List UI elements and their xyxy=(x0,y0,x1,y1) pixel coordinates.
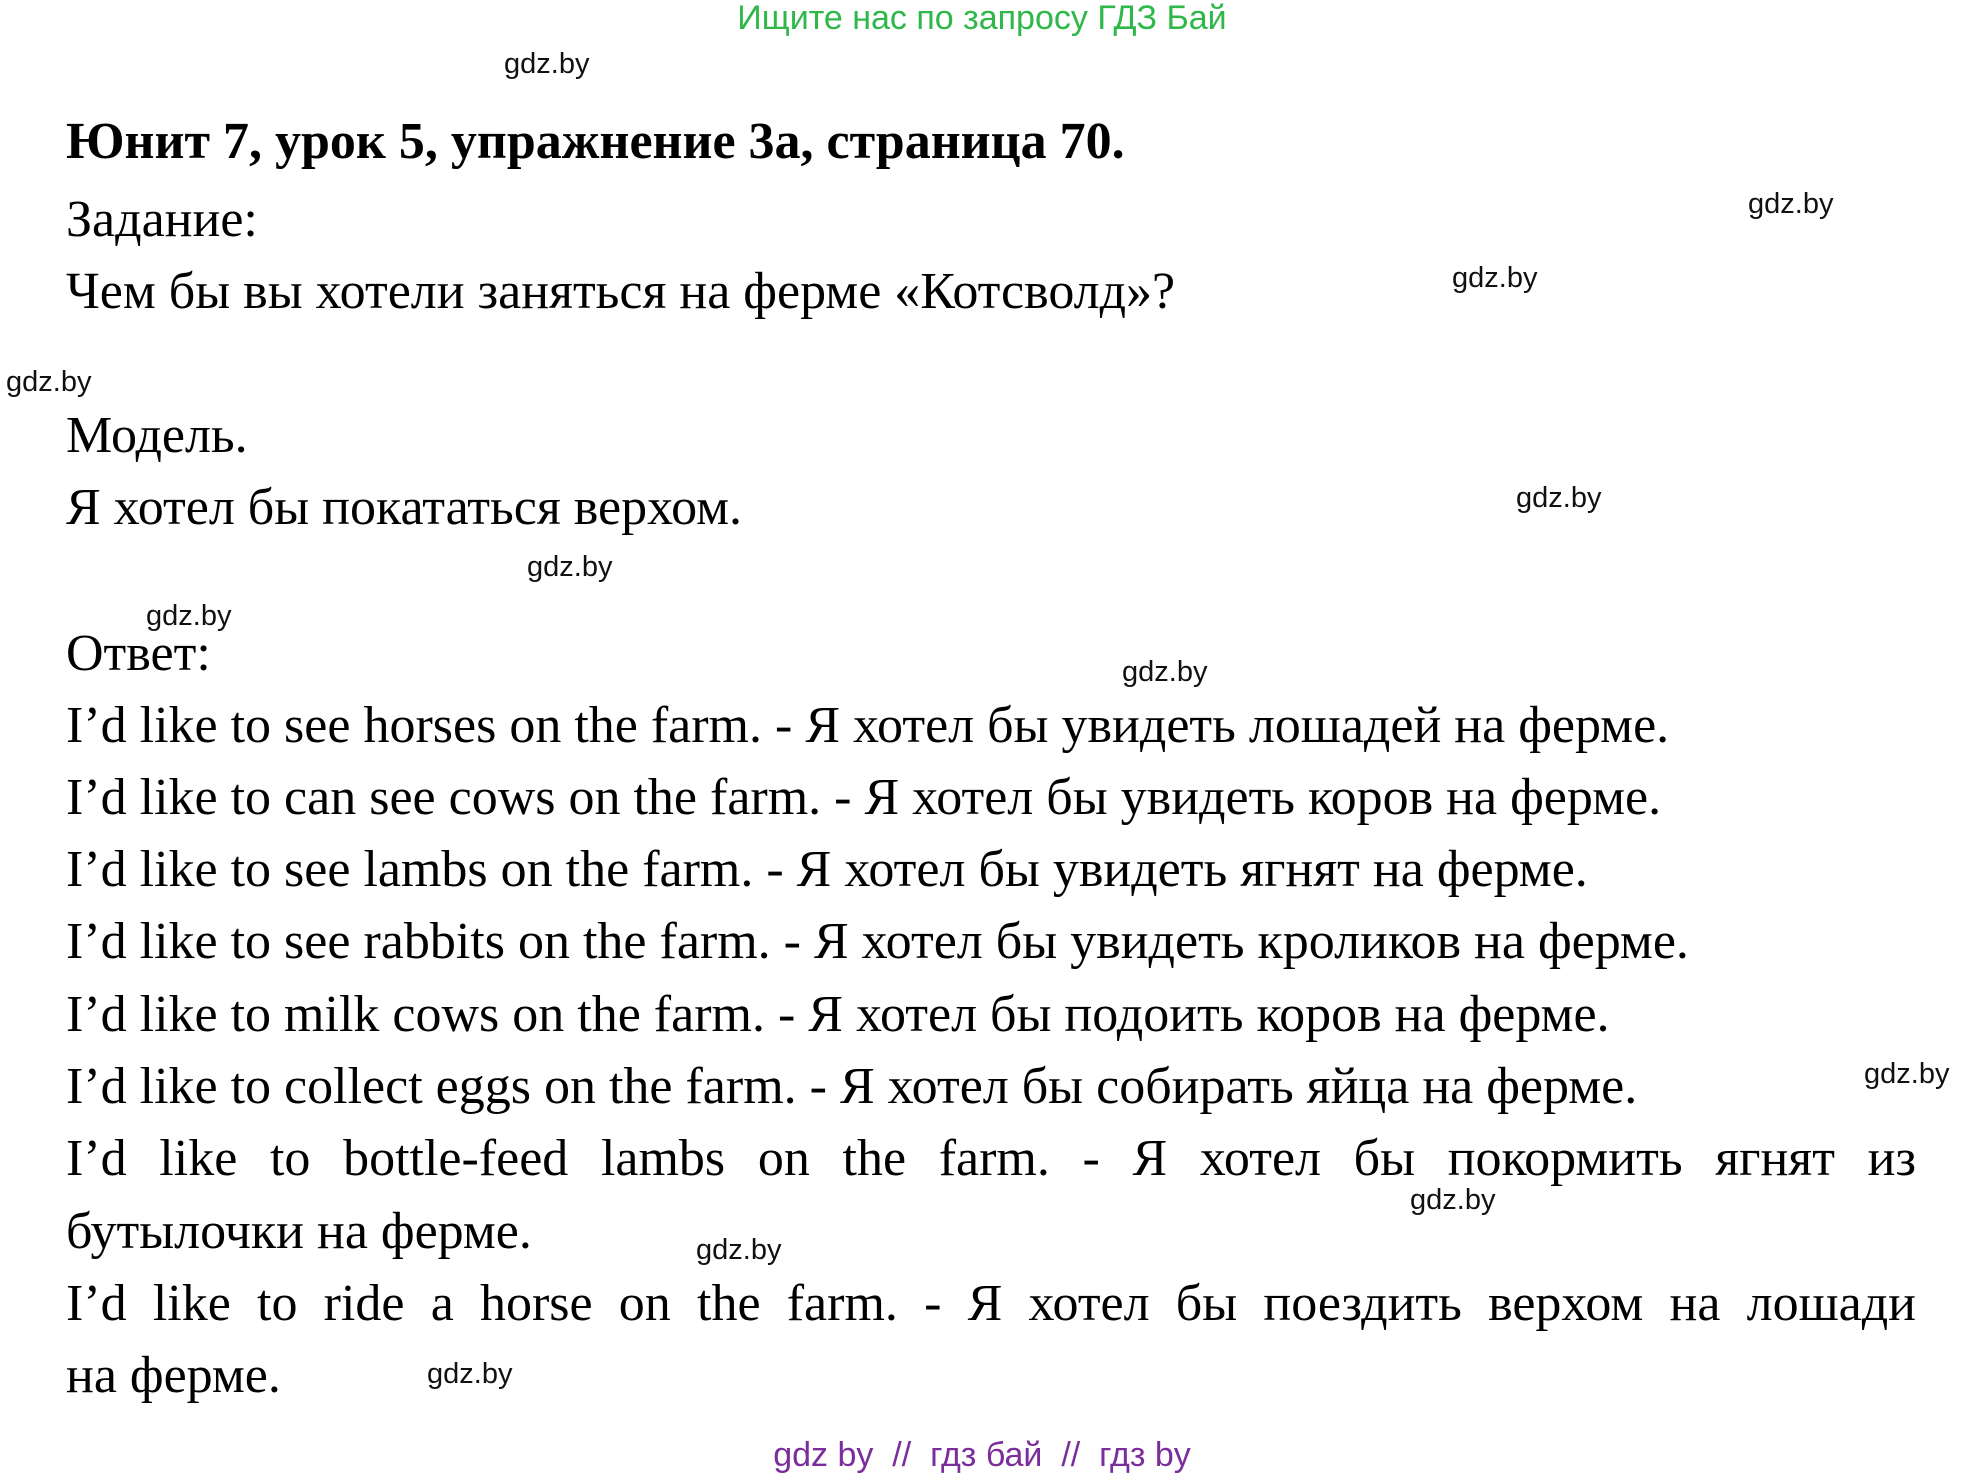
model-text: Я хотел бы покататься верхом. xyxy=(66,479,742,536)
watermark: gdz.by xyxy=(1864,1058,1950,1090)
answer-line: I’d like to milk cows on the farm. - Я хотел бы подоить коров на ферме. xyxy=(66,986,1610,1043)
watermark: gdz.by xyxy=(1122,656,1208,688)
watermark: gdz.by xyxy=(696,1234,782,1266)
answer-line: I’d like to see rabbits on the farm. - Я хотел бы увидеть кроликов на ферме. xyxy=(66,913,1689,970)
exercise-title: Юнит 7, урок 5, упражнение 3a, страница 70. xyxy=(66,113,1125,170)
watermark: gdz.by xyxy=(146,600,232,632)
answer-line: на ферме. xyxy=(66,1347,281,1404)
model-label: Модель. xyxy=(66,407,248,464)
watermark: gdz.by xyxy=(1452,262,1538,294)
answer-line: I’d like to bottle-feed lambs on the farm. - Я хотел бы покормить ягнят из xyxy=(66,1130,1916,1187)
answer-line: бутылочки на ферме. xyxy=(66,1203,532,1260)
answer-line: I’d like to see lambs on the farm. - Я хотел бы увидеть ягнят на ферме. xyxy=(66,841,1588,898)
watermark: gdz.by xyxy=(1410,1184,1496,1216)
watermark: gdz.by xyxy=(1748,188,1834,220)
watermark: gdz.by xyxy=(1516,482,1602,514)
answer-line: I’d like to see horses on the farm. - Я хотел бы увидеть лошадей на ферме. xyxy=(66,697,1670,754)
footer-links: gdz by // гдз бай // гдз by xyxy=(773,1436,1191,1474)
watermark: gdz.by xyxy=(427,1358,513,1390)
watermark: gdz.by xyxy=(504,48,590,80)
site-banner: Ищите нас по запросу ГДЗ Бай xyxy=(737,0,1227,37)
watermark: gdz.by xyxy=(527,551,613,583)
task-label: Задание: xyxy=(66,191,258,248)
watermark: gdz.by xyxy=(6,366,92,398)
answer-line: I’d like to collect eggs on the farm. - Я хотел бы собирать яйца на ферме. xyxy=(66,1058,1638,1115)
answer-line: I’d like to ride a horse on the farm. - Я хотел бы поездить верхом на лошади xyxy=(66,1275,1916,1332)
task-text: Чем бы вы хотели заняться на ферме «Котсволд»? xyxy=(66,263,1176,320)
answer-label: Ответ: xyxy=(66,625,211,682)
answer-line: I’d like to can see cows on the farm. - Я хотел бы увидеть коров на ферме. xyxy=(66,769,1662,826)
